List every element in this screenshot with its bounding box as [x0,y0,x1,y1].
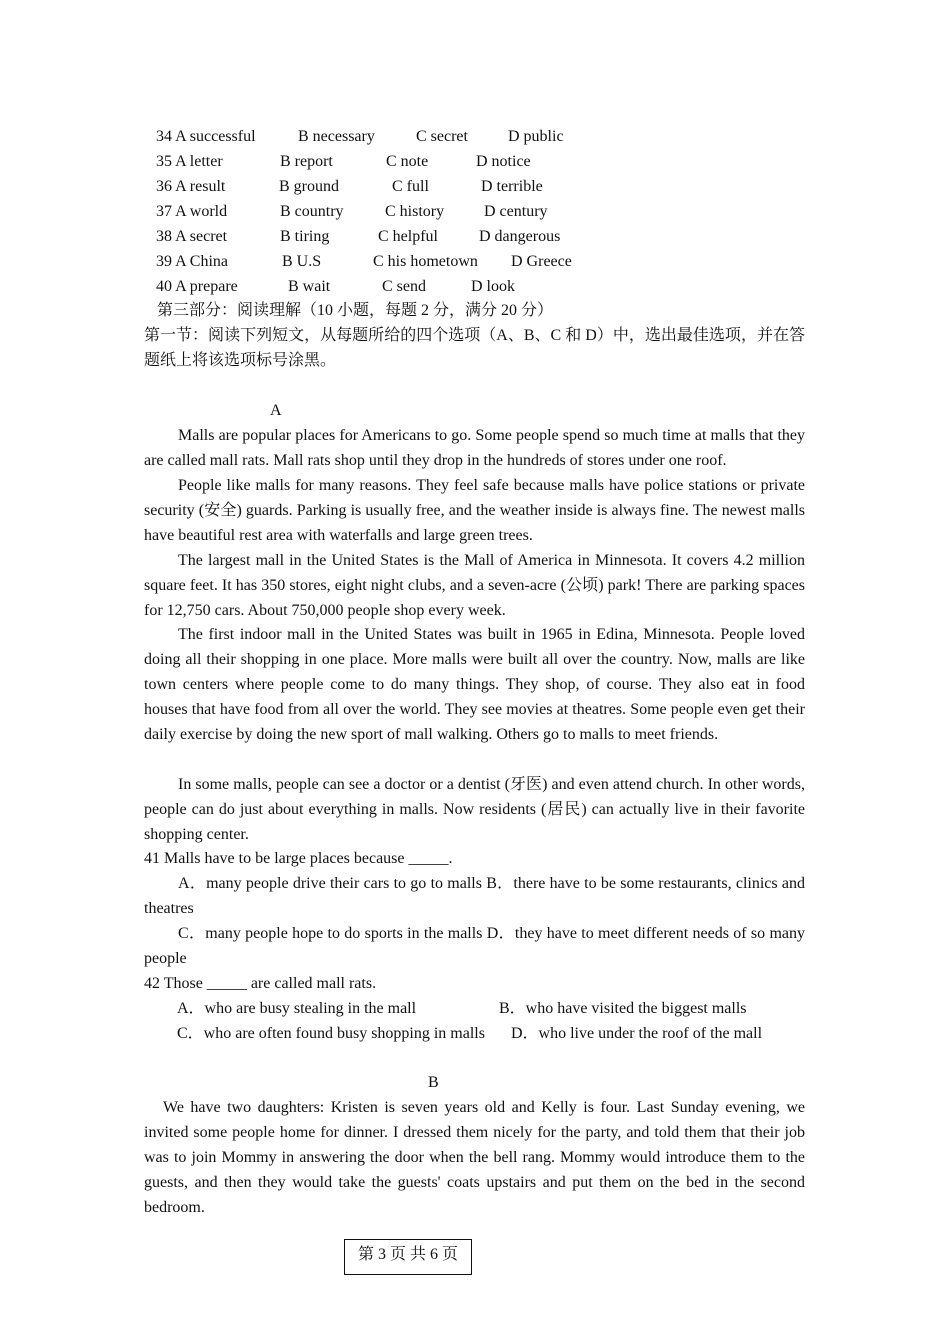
passage-a-paragraph-2: People like malls for many reasons. They feel safe because malls have police stations or private security (安全) guards. Parking is usually free, and the weather inside is always fine. The newest malls have beautiful rest area with waterfalls and large green trees. [144,477,805,544]
passage-a-paragraph-4: The first indoor mall in the United States was built in 1965 in Edina, Minnesota. People loved doing all their shopping in one place. More malls were built all over the country. Now, malls are like town centers where people come to do many things. They shop, of course. They also eat in food houses that have food from all over the world. They see movies at theatres. Some people even get their daily exercise by doing the new sport of mall walking. Others go to malls to meet friends. [144,626,805,743]
question-41-stem: 41 Malls have to be large places because _____. [144,850,453,867]
page-number-footer: 第 3 页 共 6 页 [344,1239,472,1275]
question-42-option-c: C．who are often found busy shopping in malls [177,1025,485,1042]
passage-a-label: A [270,402,282,419]
question-42-stem: 42 Those _____ are called mall rats. [144,975,377,992]
question-42-option-b: B．who have visited the biggest malls [499,1000,747,1017]
passage-a-paragraph-3: The largest mall in the United States is the Mall of America in Minnesota. It covers 4.2 million square feet. It has 350 stores, eight night clubs, and a seven-acre (公顷) park! There are parking spaces for 12,750 cars. About 750,000 people shop every week. [144,552,805,619]
question-41-options-ab: A．many people drive their cars to go to malls B．there have to be some restaurants, clinics and theatres [144,875,805,917]
question-41-options-cd: C．many people hope to do sports in the malls D．they have to meet different needs of so many people [144,925,805,967]
passage-a-paragraph-5: In some malls, people can see a doctor or a dentist (牙医) and even attend church. In other words, people can do just about everything in malls. Now residents (居民) can actually live in their favorite shopping center. [144,776,805,843]
question-42-option-a: A．who are busy stealing in the mall [177,1000,417,1017]
part3-heading: 第三部分：阅读理解（10 小题，每题 2 分，满分 20 分） [157,302,554,319]
passage-b-paragraph-1: We have two daughters: Kristen is seven years old and Kelly is four. Last Sunday evening, we invited some people home for dinner. I dressed them nicely for the party, and told them that their job was to join Mommy in answering the door when the bell rang. Mommy would introduce them to the guests, and then they would take the guests' coats upstairs and put them on the bed in the second bedroom. [144,1099,805,1216]
passage-a-paragraph-1: Malls are popular places for Americans to go. Some people spend so much time at malls that they are called mall rats. Mall rats shop until they drop in the hundreds of stores under one roof. [144,427,805,469]
section1-instructions: 第一节：阅读下列短文，从每题所给的四个选项（A、B、C 和 D）中，选出最佳选项，并在答题纸上将该选项标号涂黑。 [144,327,805,369]
passage-b-label: B [428,1074,439,1091]
question-42-option-d: D．who live under the roof of the mall [511,1025,763,1042]
exam-page: 34 A successful B necessary C secret D public 35 A letter B report C note D notice 36 A result B ground C full D terrible 37 A world B country C history D century 38 A secret B tiring C helpful D dangerous 39 A China B U.S C his hometown D Greece 40 A prepare B wait C send D look 第三部分：阅读理解（10 小题，每题 2 分，满分 20 分） 第一节：阅读下列短文，从每题所给的四个选项（A、B、C 和 D）中，选出最佳选项，并在答题纸上将该选项标号涂黑。 A Malls are popular places for Americans to go. Some people spend so much time at malls that they are called mall rats. Mall rats shop until they drop in the hundreds of stores under one roof. People like malls for many reasons. They feel safe because malls have police stations or private security (安全) guards. Parking is usually free, and the weather inside is always fine. The newest malls have beautiful rest area with waterfalls and large green trees. The largest mall in the United States is the Mall of America in Minnesota. It covers 4.2 million square feet. It has 350 stores, eight night clubs, and a seven-acre (公顷) park! There are parking spaces for 12,750 cars. About 750,000 people shop every week. The first indoor mall in the United States was built in 1965 in Edina, Minnesota. People loved doing all their shopping in one place. More malls were built all over the country. Now, malls are like town centers where people come to do many things. They shop, of course. They also eat in food houses that have food from all over the world. They see movies at theatres. Some people even get their daily exercise by doing the new sport of mall walking. Others go to malls to meet friends. In some malls, people can see a doctor or a dentist (牙医) and even attend church. In other words, people can do just about everything in malls. Now residents (居民) can actually live in their favorite shopping center. 41 Malls have to be large places because _____. A．many people drive their cars to go to malls B．there have to be some restaurants, clinics and theatres C．many people hope to do sports in the malls D．they have to meet different needs of so many people 42 Those _____ are called mall rats. A．who are busy stealing in the mall B．who have visited the biggest malls C．who are often found busy shopping in malls D．who live under the roof of the mall B We have two daughters: Kristen is seven years old and Kelly is four. Last Sunday evening, we invited some people home for dinner. I dressed them nicely for the party, and told them that their job was to join Mommy in answering the door when the bell rang. Mommy would introduce them to the guests, and then they would take the guests' coats upstairs and put them on the bed in the second bedroom. 第 3 页 共 6 页 [0,0,950,1344]
